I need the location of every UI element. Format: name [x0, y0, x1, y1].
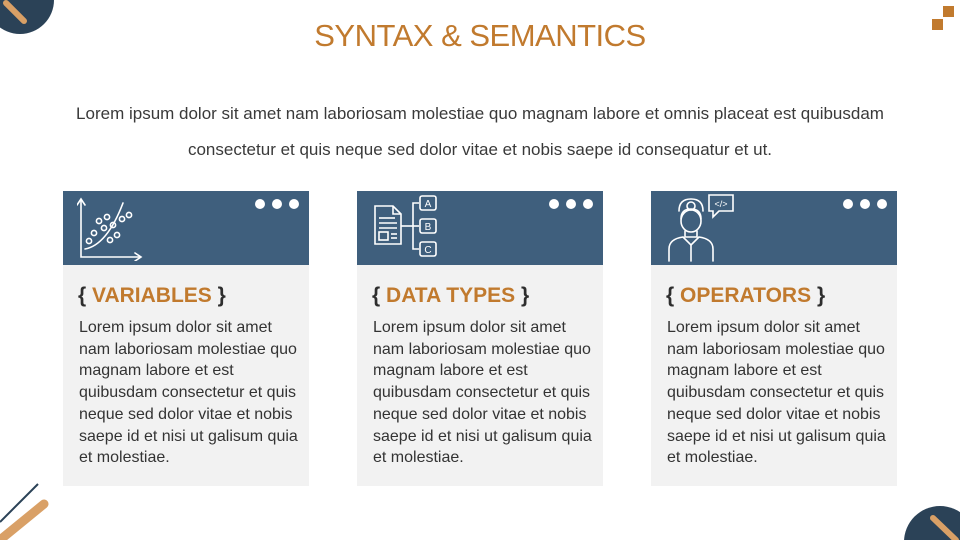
card-variables [63, 191, 309, 486]
card-title-label: VARIABLES [92, 284, 212, 307]
brace-close: } [521, 284, 530, 307]
lines-decoration-bottom-left [0, 480, 60, 540]
card-title-label: OPERATORS [680, 284, 812, 307]
card-title [666, 284, 825, 308]
card-header [357, 191, 603, 265]
dot [843, 199, 853, 209]
document-abc-icon [371, 194, 451, 262]
dot [860, 199, 870, 209]
brace-open: { [666, 284, 675, 307]
code-tag: </> [714, 199, 728, 209]
label-c: C [424, 245, 432, 256]
card-operators [651, 191, 897, 486]
developer-code-icon [665, 193, 739, 263]
card-data-types [357, 191, 603, 486]
brace-close: } [816, 284, 826, 307]
brace-open: { [372, 284, 381, 307]
scatter-plot-icon [77, 195, 143, 261]
card-header [651, 191, 897, 265]
dot [583, 199, 593, 209]
intro-text: Lorem ipsum dolor sit amet nam laboriosam molestiae quo magnam labore et omnis placeat est quibusdam consectetur et quis neque sed dolor vitae et nobis saepe id consequatur et ut. [76, 104, 884, 159]
card-title-label: DATA TYPES [386, 284, 516, 307]
brace-open: { [78, 284, 87, 307]
dot [877, 199, 887, 209]
dot [566, 199, 576, 209]
card-title [372, 284, 529, 308]
brace-close: } [217, 284, 226, 307]
card-title [78, 284, 226, 308]
page-title: SYNTAX & SEMANTICS [314, 18, 646, 53]
card-body: Lorem ipsum dolor sit amet nam laboriosam molestiae quo magnam labore et est quibusdam consectetur et quis neque sed dolor vitae et nobis saepe id et nisi ut galisum quia et molestiae. [373, 319, 592, 467]
label-b: B [424, 222, 432, 233]
window-dots [843, 199, 887, 209]
window-dots [255, 199, 299, 209]
window-dots [549, 199, 593, 209]
dot [289, 199, 299, 209]
dot [272, 199, 282, 209]
label-a: A [424, 199, 432, 210]
card-body: Lorem ipsum dolor sit amet nam laboriosam molestiae quo magnam labore et est quibusdam consectetur et quis neque sed dolor vitae et nobis saepe id et nisi ut galisum quia et molestiae. [79, 319, 298, 467]
card-header [63, 191, 309, 265]
corner-decoration-bottom-right [900, 500, 960, 540]
dot [549, 199, 559, 209]
dot [255, 199, 265, 209]
card-body: Lorem ipsum dolor sit amet nam laboriosam molestiae quo magnam labore et est quibusdam consectetur et quis neque sed dolor vitae et nobis saepe id et nisi ut galisum quia et molestiae. [667, 319, 886, 467]
